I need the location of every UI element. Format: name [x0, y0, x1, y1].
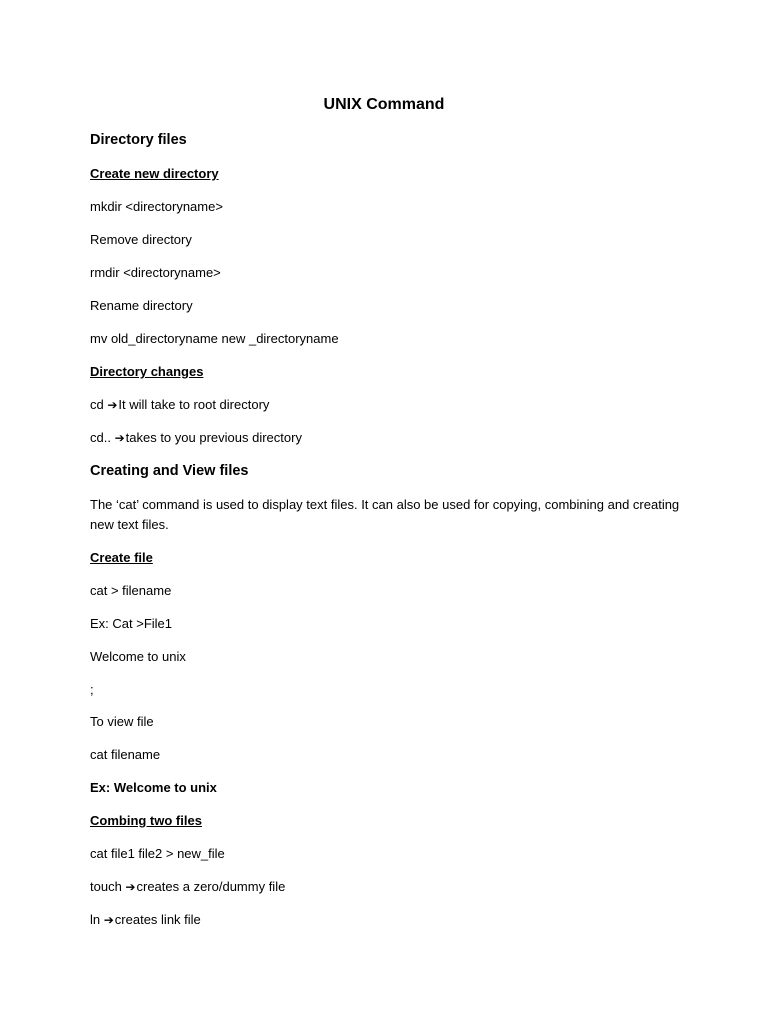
arrow-right-icon: ➔ — [107, 398, 118, 412]
line-welcome: Welcome to unix — [90, 649, 186, 664]
arrow-right-icon: ➔ — [125, 880, 136, 894]
line-cat-redirect: cat > filename — [90, 583, 172, 598]
heading-creating-view-files: Creating and View files — [90, 463, 249, 479]
touch-command: touch — [90, 879, 126, 894]
line-rmdir: rmdir <directoryname> — [90, 265, 221, 280]
line-mv: mv old_directoryname new _directoryname — [90, 331, 339, 346]
line-mkdir: mkdir <directoryname> — [90, 199, 223, 214]
line-cd — [90, 396, 269, 414]
line-rename-directory: Rename directory — [90, 298, 193, 313]
arrow-right-icon: ➔ — [103, 913, 114, 927]
line-example-welcome: Ex: Welcome to unix — [90, 780, 217, 795]
heading-directory-files: Directory files — [90, 132, 187, 148]
line-cd-dotdot — [90, 429, 302, 447]
touch-description: creates a zero/dummy file — [136, 879, 286, 894]
line-cat-combine: cat file1 file2 > new_file — [90, 846, 225, 861]
line-example-cat: Ex: Cat >File1 — [90, 616, 173, 631]
line-ln — [90, 911, 201, 929]
subheading-create-file: Create file — [90, 550, 153, 565]
paragraph-cat-command: The ‘cat’ command is used to display text files. It can also be used for copying, combining and creating new text files. — [90, 497, 680, 532]
subheading-directory-changes: Directory changes — [90, 364, 204, 379]
line-cat-filename: cat filename — [90, 747, 161, 762]
cd-dotdot-command: cd.. — [90, 430, 115, 445]
line-to-view-file: To view file — [90, 714, 154, 729]
line-touch — [90, 878, 285, 896]
subheading-combing-two-files: Combing two files — [90, 813, 202, 828]
arrow-right-icon: ➔ — [114, 431, 125, 445]
ln-description: creates link file — [114, 912, 201, 927]
subheading-create-new-directory: Create new directory — [90, 166, 219, 181]
ln-command: ln — [90, 912, 104, 927]
page-title: UNIX Command — [323, 96, 445, 113]
line-semicolon: ; — [90, 682, 94, 697]
line-remove-directory: Remove directory — [90, 232, 192, 247]
cd-description: It will take to root directory — [118, 397, 270, 412]
cd-command: cd — [90, 397, 108, 412]
cd-dotdot-description: takes to you previous directory — [125, 430, 302, 445]
